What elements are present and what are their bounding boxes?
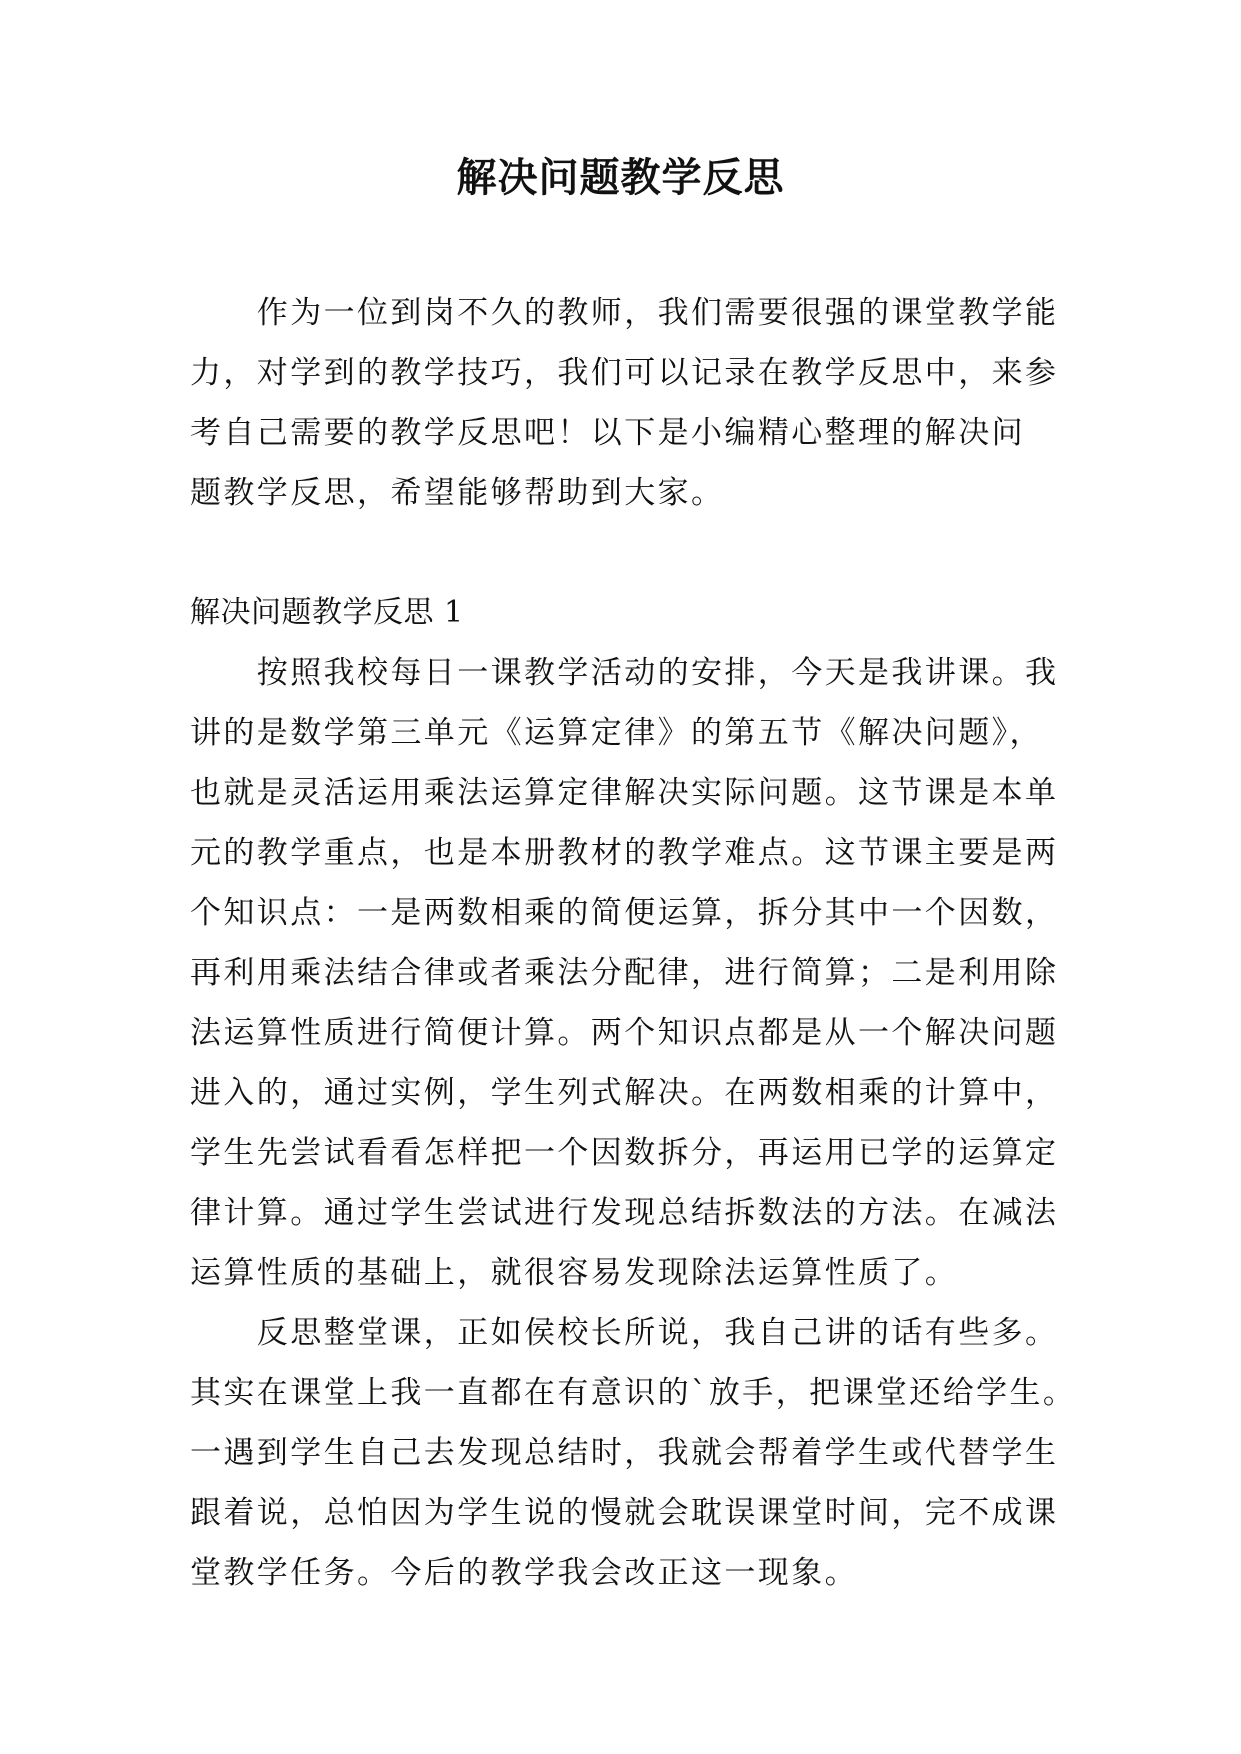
paragraph-1 <box>190 643 1060 1303</box>
paragraph-line: 律计算。通过学生尝试进行发现总结拆数法的方法。在减法 <box>190 1195 1059 1231</box>
paragraph-line: 再利用乘法结合律或者乘法分配律，进行简算；二是利用除 <box>190 955 1059 991</box>
paragraph-line: 运算性质的基础上，就很容易发现除法运算性质了。 <box>190 1255 959 1291</box>
section-heading: 解决问题教学反思 1 <box>190 595 464 630</box>
document-body <box>190 283 1077 1603</box>
paragraph-line: 学生先尝试看看怎样把一个因数拆分，再运用已学的运算定 <box>190 1135 1059 1171</box>
paragraph-line: 一遇到学生自己去发现总结时，我就会帮着学生或代替学生 <box>190 1435 1059 1471</box>
paragraph-line: 个知识点：一是两数相乘的简便运算，拆分其中一个因数， <box>190 895 1059 931</box>
paragraph-line: 进入的，通过实例，学生列式解决。在两数相乘的计算中， <box>190 1075 1059 1111</box>
intro-paragraph <box>190 283 1060 523</box>
intro-line: 题教学反思，希望能够帮助到大家。 <box>190 475 725 511</box>
paragraph-line: 反思整堂课，正如侯校长所说，我自己讲的话有些多。 <box>190 1315 1059 1351</box>
paragraph-2 <box>190 1303 1077 1603</box>
paragraph-gap <box>190 523 1060 583</box>
paragraph-line: 也就是灵活运用乘法运算定律解决实际问题。这节课是本单 <box>190 775 1059 811</box>
paragraph-line: 跟着说，总怕因为学生说的慢就会耽误课堂时间，完不成课 <box>190 1495 1059 1531</box>
intro-line: 作为一位到岗不久的教师，我们需要很强的课堂教学能 <box>190 295 1059 331</box>
paragraph-line: 元的教学重点，也是本册教材的教学难点。这节课主要是两 <box>190 835 1059 871</box>
intro-line: 力，对学到的教学技巧，我们可以记录在教学反思中，来参 <box>190 355 1059 391</box>
paragraph-line: 堂教学任务。今后的教学我会改正这一现象。 <box>190 1555 858 1591</box>
paragraph-line: 按照我校每日一课教学活动的安排，今天是我讲课。我 <box>190 655 1059 691</box>
paragraph-line: 其实在课堂上我一直都在有意识的`放手，把课堂还给学生。 <box>190 1375 1077 1411</box>
paragraph-line: 法运算性质进行简便计算。两个知识点都是从一个解决问题 <box>190 1015 1059 1051</box>
paragraph-line: 讲的是数学第三单元《运算定律》的第五节《解决问题》， <box>190 715 1043 751</box>
document-title: 解决问题教学反思 <box>456 154 785 201</box>
intro-line: 考自己需要的教学反思吧！以下是小编精心整理的解决问 <box>190 415 1025 451</box>
